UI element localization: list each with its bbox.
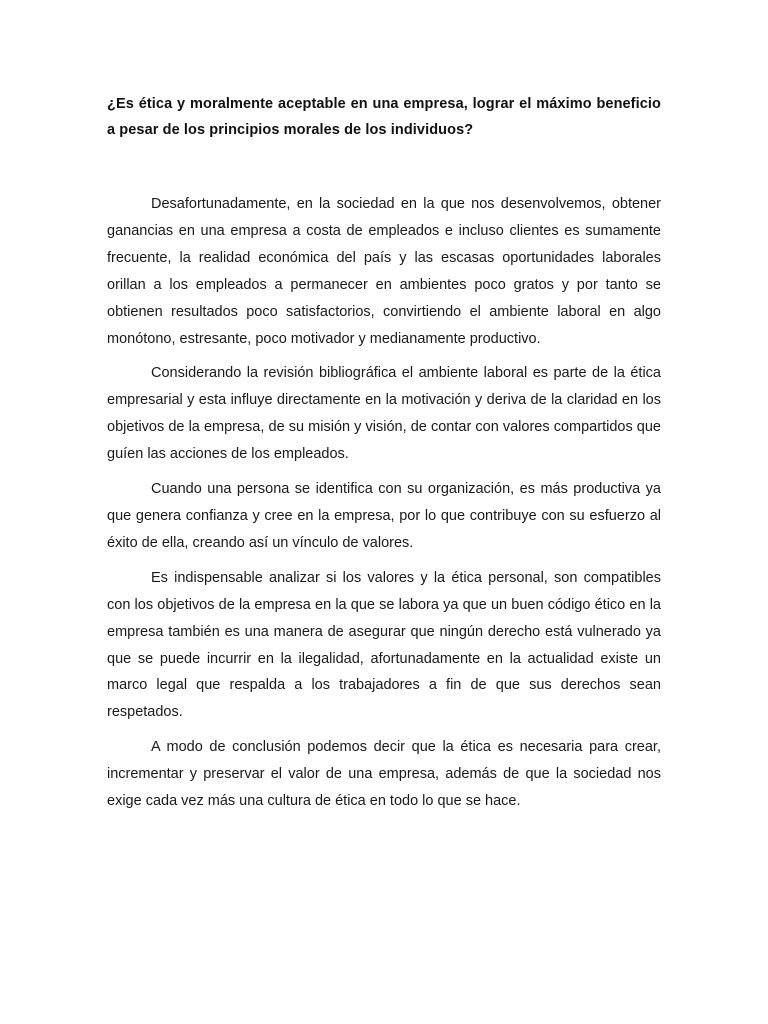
paragraph-1: Desafortunadamente, en la sociedad en la que nos desenvolvemos, obtener ganancias en una empresa a costa de empleados e incluso clientes es sumamente frecuente, la realidad económica del país y las escasas oportunidades laborales orillan a los empleados a permanecer en ambientes poco gratos y por tanto se obtienen resultados poco satisfactorios, convirtiendo el ambiente laboral en algo monótono, estresante, poco motivador y medianamente productivo. — [107, 196, 661, 347]
paragraph-3: Cuando una persona se identifica con su organización, es más productiva ya que genera confianza y cree en la empresa, por lo que contribuye con su esfuerzo al éxito de ella, creando así un vínculo de valores. — [107, 481, 661, 551]
document-body — [107, 191, 661, 815]
paragraph-5: A modo de conclusión podemos decir que la ética es necesaria para crear, incrementar y preservar el valor de una empresa, además de que la sociedad nos exige cada vez más una cultura de ética en todo lo que se hace. — [107, 739, 661, 810]
paragraph-2: Considerando la revisión bibliográfica el ambiente laboral es parte de la ética empresarial y esta influye directamente en la motivación y deriva de la claridad en los objetivos de la empresa, de su misión y visión, de contar con valores compartidos que guíen las acciones de los empleados. — [107, 365, 661, 463]
document-title: ¿Es ética y moralmente aceptable en una empresa, lograr el máximo beneficio a pesar de los principios morales de los individuos? — [107, 96, 661, 138]
paragraph-4: Es indispensable analizar si los valores y la ética personal, son compatibles con los objetivos de la empresa en la que se labora ya que un buen código ético en la empresa también es una manera de asegurar que ningún derecho está vulnerado ya que se puede incurrir en la ilegalidad, afortunadamente en la actualidad existe un marco legal que respalda a los trabajadores a fin de que sus derechos sean respetados. — [107, 569, 661, 721]
